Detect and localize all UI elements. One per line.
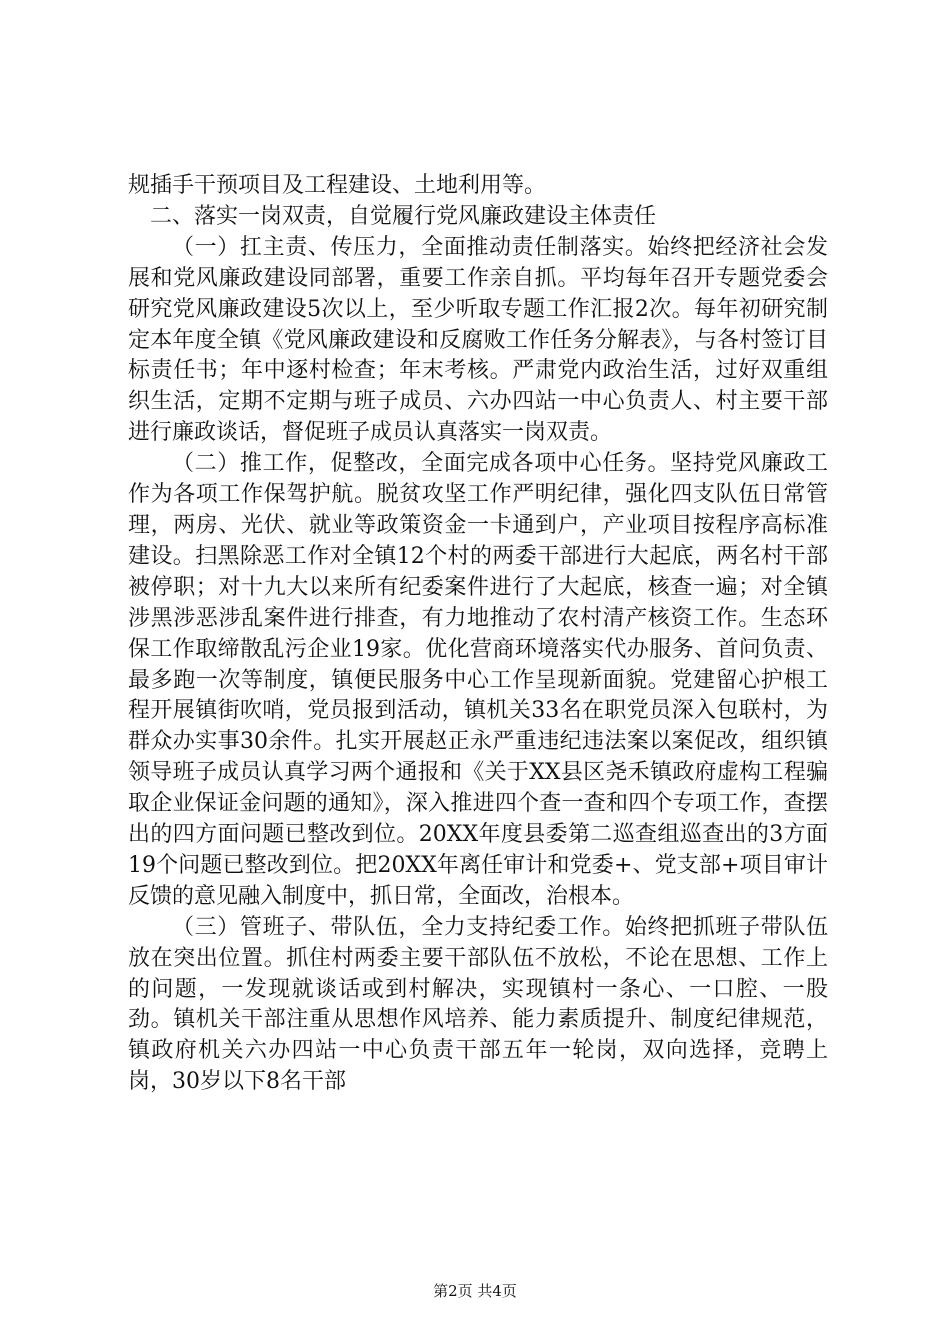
- paragraph-continuation: 规插手干预项目及工程建设、土地利用等。: [128, 173, 547, 198]
- document-body: [128, 171, 828, 1098]
- section-heading: 二、落实一岗双责，自觉履行党风廉政建设主体责任: [150, 203, 657, 229]
- paragraph-responsibility: （一）扛主责、传压力，全面推动责任制落实。始终把经济社会发展和党风廉政建设同部署，重要工作亲自抓。平均每年召开专题党委会研究党风廉政建设5次以上，至少听取专题工作汇报2次。每年初研究制定本年度全镇《党风廉政建设和反腐败工作任务分解表》，与各村签订目标责任书；年中逐村检查；年末考核。严肃党内政治生活，过好双重组织生活，定期不定期与班子成员、六办四站一中心负责人、村主要干部进行廉政谈话，督促班子成员认真落实一岗双责。: [128, 234, 828, 446]
- paragraph-team-management: （三）管班子、带队伍，全力支持纪委工作。始终把抓班子带队伍放在突出位置。抓住村两委主要干部队伍不放松，不论在思想、工作上的问题，一发现就谈话或到村解决，实现镇村一条心、一口腔、一股劲。镇机关干部注重从思想作风培养、能力素质提升、制度纪律规范，镇政府机关六办四站一中心负责干部五年一轮岗，双向选择，竞聘上岗，30岁以下8名干部: [128, 914, 828, 1095]
- page-number-footer: 第2页 共4页: [433, 1282, 517, 1300]
- paragraph-rectification: （二）推工作，促整改，全面完成各项中心任务。坚持党风廉政工作为各项工作保驾护航。脱贫攻坚工作严明纪律，强化四支队伍日常管理，两房、光伏、就业等政策资金一卡通到户，产业项目按程序高标准建设。扫黑除恶工作对全镇12个村的两委干部进行大起底，两名村干部被停职；对十九大以来所有纪委案件进行了大起底，核查一遍；对全镇涉黑涉恶涉乱案件进行排查，有力地推动了农村清产核资工作。生态环保工作取缔散乱污企业19家。优化营商环境落实代办服务、首问负责、最多跑一次等制度，镇便民服务中心工作呈现新面貌。党建留心护根工程开展镇街吹哨，党员报到活动，镇机关33名在职党员深入包联村，为群众办实事30余件。扎实开展赵正永严重违纪违法案以案促改，组织镇领导班子成员认真学习两个通报和《关于XX县区尧禾镇政府虚构工程骗取企业保证金问题的通知》，深入推进四个查一查和四个专项工作，查摆出的四方面问题已整改到位。20XX年度县委第二巡查组巡查出的3方面19个问题已整改到位。把20XX年离任审计和党委+、党支部+项目审计反馈的意见融入制度中，抓日常，全面改，治根本。: [128, 451, 828, 909]
